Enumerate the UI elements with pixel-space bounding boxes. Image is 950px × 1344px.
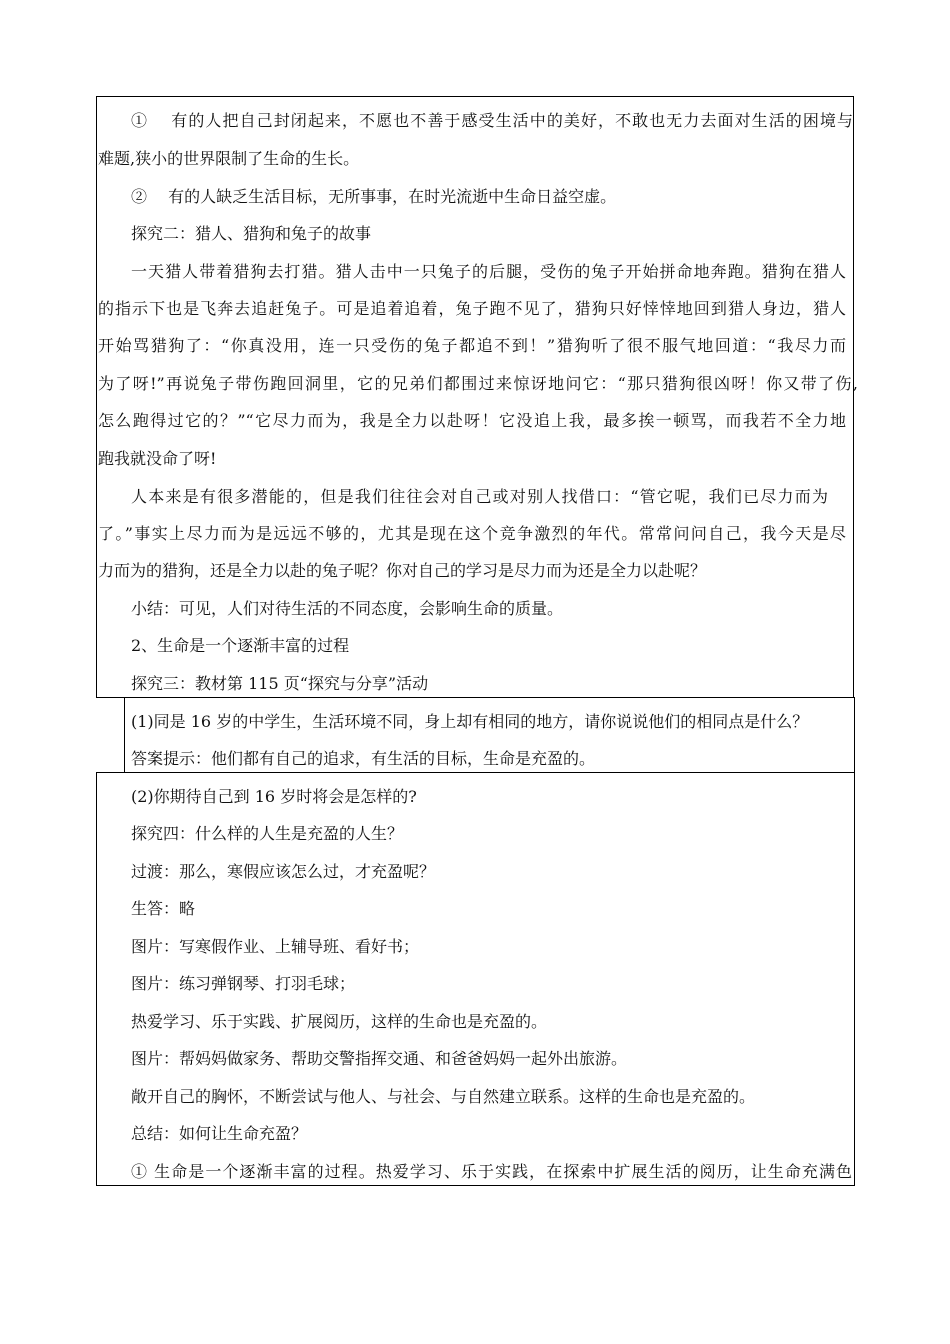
question-line: (1)同是 16 岁的中学生，生活环境不同，身上却有相同的地方，请你说说他们的相同点是什么？ xyxy=(131,712,809,731)
paragraph-line: 怎么跑得过它的？”“它尽力而为，我是全力以赴呀！它没追上我，最多挨一顿骂，而我若不全力地 xyxy=(98,411,846,430)
section-heading: 探究二：猎人、猎狗和兔子的故事 xyxy=(131,224,372,243)
paragraph-line: 的指示下也是飞奔去追赶兔子。可是追着追着，兔子跑不见了，猎狗只好悻悻地回到猎人身边，猎人 xyxy=(98,299,846,318)
paragraph-line: 过渡：那么，寒假应该怎么过，才充盈呢？ xyxy=(131,862,436,881)
paragraph-line: ② 有的人缺乏生活目标，无所事事，在时光流逝中生命日益空虚。 xyxy=(131,187,617,206)
paragraph-line: 图片：帮妈妈做家务、帮助交警指挥交通、和爸爸妈妈一起外出旅游。 xyxy=(131,1049,628,1068)
section-heading: 探究四：什么样的人生是充盈的人生？ xyxy=(131,824,404,843)
paragraph-line: 力而为的猎狗，还是全力以赴的兔子呢？你对自己的学习是尽力而为还是全力以赴呢？ xyxy=(98,561,707,580)
paragraph-line: 图片：练习弹钢琴、打羽毛球； xyxy=(131,974,356,993)
section-heading: 探究三：教材第 115 页“探究与分享”活动 xyxy=(131,674,429,693)
paragraph-line: 难题,狭小的世界限制了生命的生长。 xyxy=(98,149,360,168)
paragraph-line: 开始骂猎狗了：“你真没用，连一只受伤的兔子都追不到！”猎狗听了很不服气地回道：“我尽力而 xyxy=(98,336,846,355)
paragraph-line: ① 有的人把自己封闭起来，不愿也不善于感受生活中的美好，不敢也无力去面对生活的困境与 xyxy=(131,111,853,130)
paragraph-line: 跑我就没命了呀! xyxy=(98,449,217,468)
paragraph-line: 热爱学习、乐于实践、扩展阅历，这样的生命也是充盈的。 xyxy=(131,1012,548,1031)
paragraph-line: 图片：写寒假作业、上辅导班、看好书； xyxy=(131,937,420,956)
paragraph-line: 敞开自己的胸怀，不断尝试与他人、与社会、与自然建立联系。这样的生命也是充盈的。 xyxy=(131,1087,756,1106)
section-heading: 2、生命是一个逐渐丰富的过程 xyxy=(131,636,350,655)
paragraph-line: 了。”事实上尽力而为是远远不够的，尤其是现在这个竞争激烈的年代。常常问问自己，我今天是尽 xyxy=(98,524,846,543)
paragraph-line: 人本来是有很多潜能的，但是我们往往会对自己或对别人找借口：“管它呢，我们已尽力而为 xyxy=(131,487,828,506)
answer-hint-line: 答案提示：他们都有自己的追求，有生活的目标，生命是充盈的。 xyxy=(131,749,596,768)
paragraph-line: 生答：略 xyxy=(131,899,196,918)
paragraph-line: 为了呀!”再说兔子带伤跑回洞里，它的兄弟们都围过来惊讶地问它：“那只猎狗很凶呀！你又带了伤, xyxy=(98,374,858,393)
summary-line: 小结：可见，人们对待生活的不同态度，会影响生命的质量。 xyxy=(131,599,564,618)
paragraph-line: 一天猎人带着猎狗去打猎。猎人击中一只兔子的后腿，受伤的兔子开始拼命地奔跑。猎狗在猎人 xyxy=(131,262,846,281)
question-line: (2)你期待自己到 16 岁时将会是怎样的? xyxy=(131,787,417,806)
paragraph-line: ① 生命是一个逐渐丰富的过程。热爱学习、乐于实践，在探索中扩展生活的阅历，让生命充满色 xyxy=(131,1162,852,1181)
section-heading: 总结：如何让生命充盈？ xyxy=(131,1124,308,1143)
